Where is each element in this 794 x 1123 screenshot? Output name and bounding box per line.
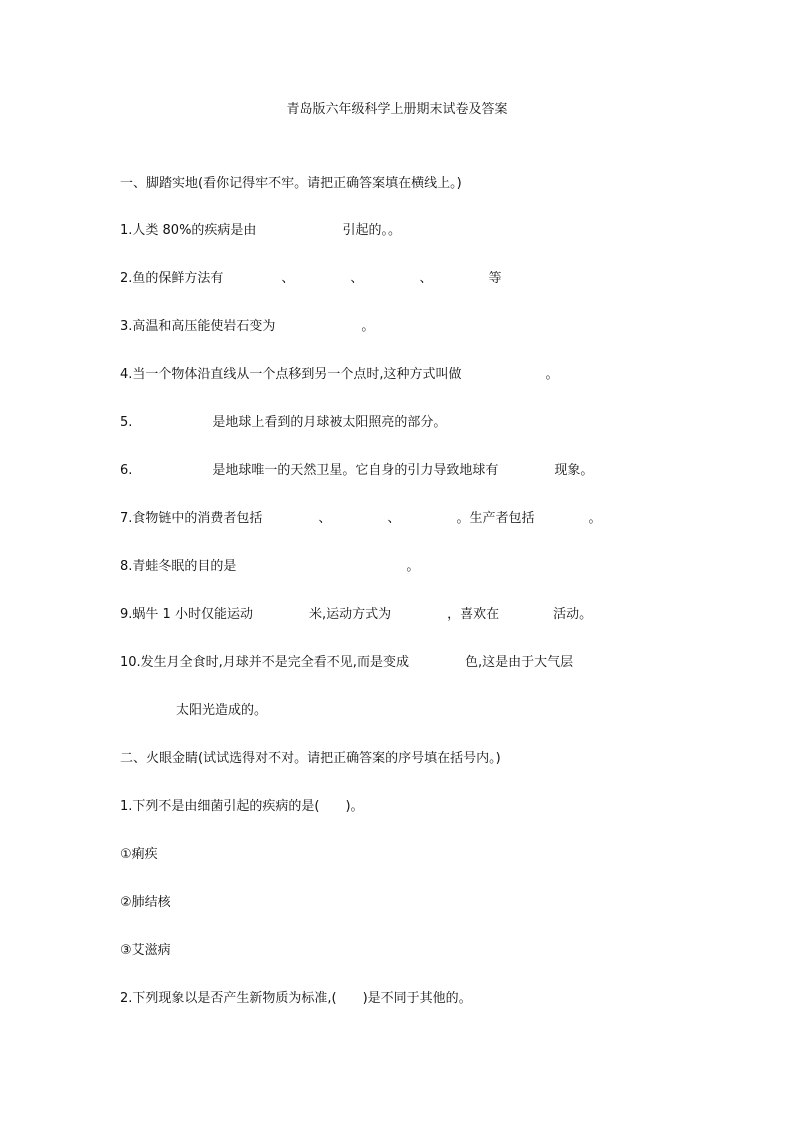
section-1-heading: 一、脚踏实地(看你记得牢不牢。请把正确答案填在横线上。) xyxy=(120,176,462,191)
q9-text-d: 活动。 xyxy=(553,607,593,622)
q6-text-b: 是地球唯一的天然卫星。它自身的引力导致地球有 xyxy=(212,463,499,478)
question-1-2 xyxy=(120,270,501,288)
q3-text-b: 。 xyxy=(361,319,375,334)
q7-sep-1: 、 xyxy=(318,511,332,526)
document-title: 青岛版六年级科学上册期末试卷及答案 xyxy=(286,102,508,117)
q6-text-c: 现象。 xyxy=(554,463,594,478)
q9-text-a: 9.蜗牛 1 小时仅能运动 xyxy=(120,607,253,622)
q5-text-a: 5. xyxy=(120,415,133,430)
question-1-6 xyxy=(120,462,593,480)
q2-1-option-3: ③艾滋病 xyxy=(120,943,171,958)
q8-text-a: 8.青蛙冬眠的目的是 xyxy=(120,559,237,574)
question-1-8 xyxy=(120,558,419,576)
question-1-1 xyxy=(120,222,401,240)
question-1-7 xyxy=(120,510,601,528)
question-2-2: 2.下列现象以是否产生新物质为标准,( )是不同于其他的。 xyxy=(120,991,472,1006)
question-2-1: 1.下列不是由细菌引起的疾病的是( )。 xyxy=(120,799,364,814)
q10-text-b: 色,这是由于大气层 xyxy=(464,655,574,670)
q2-text-a: 2.鱼的保鲜方法有 xyxy=(120,271,224,286)
question-1-10-continued: 太阳光造成的。 xyxy=(176,703,268,718)
q5-text-b: 是地球上看到的月球被太阳照亮的部分。 xyxy=(212,415,447,430)
q4-text-b: 。 xyxy=(545,367,559,382)
q2-sep-2: 、 xyxy=(350,271,364,286)
q9-text-c: ，喜欢在 xyxy=(447,607,500,622)
q2-1-option-1: ①痢疾 xyxy=(120,847,158,862)
q6-text-a: 6. xyxy=(120,463,133,478)
q9-text-b: 米,运动方式为 xyxy=(308,607,392,622)
q10-text-a: 10.发生月全食时,月球并不是完全看不见,而是变成 xyxy=(120,655,409,670)
q7-sep-2: 、 xyxy=(387,511,401,526)
section-2-heading: 二、火眼金睛(试试选得对不对。请把正确答案的序号填在括号内。) xyxy=(120,751,501,766)
question-1-4 xyxy=(120,366,559,384)
q1-text-a: 1.人类 80%的疾病是由 xyxy=(120,223,257,238)
q8-text-b: 。 xyxy=(406,559,420,574)
q7-text-c: 。 xyxy=(588,511,602,526)
q2-sep-1: 、 xyxy=(281,271,295,286)
q2-text-b: 等 xyxy=(488,271,502,286)
question-1-5 xyxy=(120,414,446,432)
question-1-9 xyxy=(120,606,592,624)
q7-text-a: 7.食物链中的消费者包括 xyxy=(120,511,263,526)
question-1-3 xyxy=(120,318,374,336)
q2-sep-3: 、 xyxy=(419,271,433,286)
q1-text-b: 引起的。。 xyxy=(342,223,401,238)
q4-text-a: 4.当一个物体沿直线从一个点移到另一个点时,这种方式叫做 xyxy=(120,367,462,382)
question-1-10 xyxy=(120,654,573,672)
q3-text-a: 3.高温和高压能使岩石变为 xyxy=(120,319,276,334)
q7-text-b: 。生产者包括 xyxy=(456,511,535,526)
q2-1-option-2: ②肺结核 xyxy=(120,895,171,910)
